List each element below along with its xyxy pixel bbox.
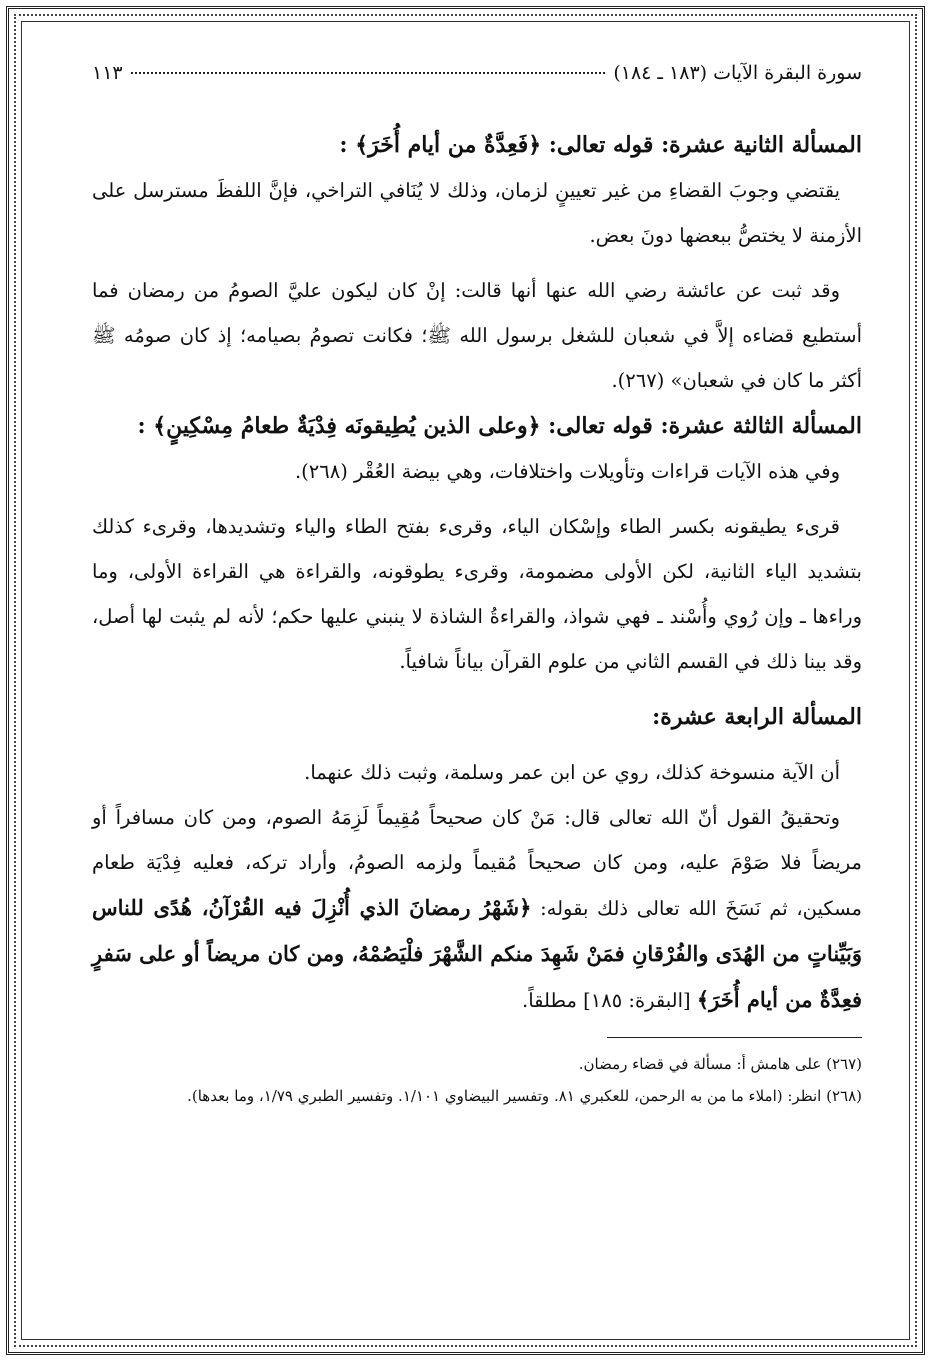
footnote: (٢٦٧) على هامش أ: مسألة في قضاء رمضان.: [578, 1055, 862, 1073]
page-content: [92, 62, 862, 1112]
quran-verse: ﴿شَهْرُ رمضانَ الذي أُنْزِلَ فيه القُرْآنُ، هُدًى للناس وَبَيِّناتٍ من الهُدَى والفُرْقانِ فمَنْ شَهِدَ منكم الشَّهْرَ فلْيَصُمْهُ، ومن كان مريضاً أو على سَفرٍ فعِدَّةٌ من أيام أُخَرَ﴾: [92, 895, 862, 1012]
section-heading-14: المسألة الرابعة عشرة:: [652, 704, 862, 730]
paragraph: وقد ثبت عن عائشة رضي الله عنها أنها قالت: إنْ كان ليكون عليَّ الصومُ من رمضان فما أستطيع قضاءه إلاَّ في شعبان للشغل برسول الله ﷺ؛ فكانت تصومُ بصيامه؛ إذ كان صومُه ﷺ أكثر ما كان في شعبان» (٢٦٧).: [92, 279, 862, 392]
running-head-dots: [131, 72, 606, 74]
quran-reference: [البقرة: ١٨٥] مطلقاً.: [522, 989, 691, 1012]
running-head: [92, 62, 862, 84]
page-number: ١١٣: [92, 62, 123, 84]
paragraph-text: وتحقيقُ القول أنّ الله تعالى قال: مَنْ كان صحيحاً مُقِيماً لَزِمَهُ الصوم، ومن كان مسافراً أو مريضاً فلا صَوْمَ عليه، ومن كان صحيحاً مُقيماً ولزمه الصومُ، وأراد تركه، فعليه فِدْيَة طعام مسكين، ثم نَسَخَ الله تعالى ذلك بقوله:: [92, 806, 862, 920]
footnote-divider: [607, 1037, 862, 1038]
paragraph: أن الآية منسوخة كذلك، روي عن ابن عمر وسلمة، وثبت ذلك عنهما.: [304, 761, 840, 784]
running-head-title: سورة البقرة الآيات (١٨٣ ـ ١٨٤): [613, 62, 862, 84]
paragraph: وفي هذه الآيات قراءات وتأويلات واختلافات، وهي بيضة العُقْر (٢٦٨).: [294, 460, 840, 483]
paragraph-with-quran: [92, 795, 862, 1023]
section-heading-13: المسألة الثالثة عشرة: قوله تعالى: ﴿وعلى الذين يُطِيقونَه فِدْيَةٌ طعامُ مِسْكِينٍ﴾ :: [137, 413, 862, 439]
paragraph: يقتضي وجوبَ القضاءِ من غير تعيينٍ لزمان، وذلك لا يُنَافي التراخي، فإنَّ اللفظَ مسترسل على الأزمنة لا يختصُّ ببعضها دونَ بعض.: [92, 179, 862, 247]
section-heading-12: المسألة الثانية عشرة: قوله تعالى: ﴿فَعِدَّةٌ من أيام أُخَرَ﴾ :: [339, 132, 862, 158]
paragraph: قرىء يطيقونه بكسر الطاء وإسْكان الياء، وقرىء بفتح الطاء والياء وتشديدها، وقرىء كذلك بتشديد الياء الثانية، لكن الأولى مضمومة، وقرىء يطوقونه، والقراءة هي القراءة الأولى، وما وراءها ـ وإن رُوي وأُسْند ـ فهي شواذ، والقراءةُ الشاذة لا ينبني عليها حكم؛ لأنه لم يثبت لها أصل، وقد بينا ذلك في القسم الثاني من علوم القرآن بياناً شافياً.: [92, 515, 862, 673]
footnote: (٢٦٨) انظر: (املاء ما من به الرحمن، للعكبري ٨١. وتفسير البيضاوي ١/١٠١. وتفسير الطبري ١/٧٩، وما بعدها).: [187, 1087, 862, 1105]
